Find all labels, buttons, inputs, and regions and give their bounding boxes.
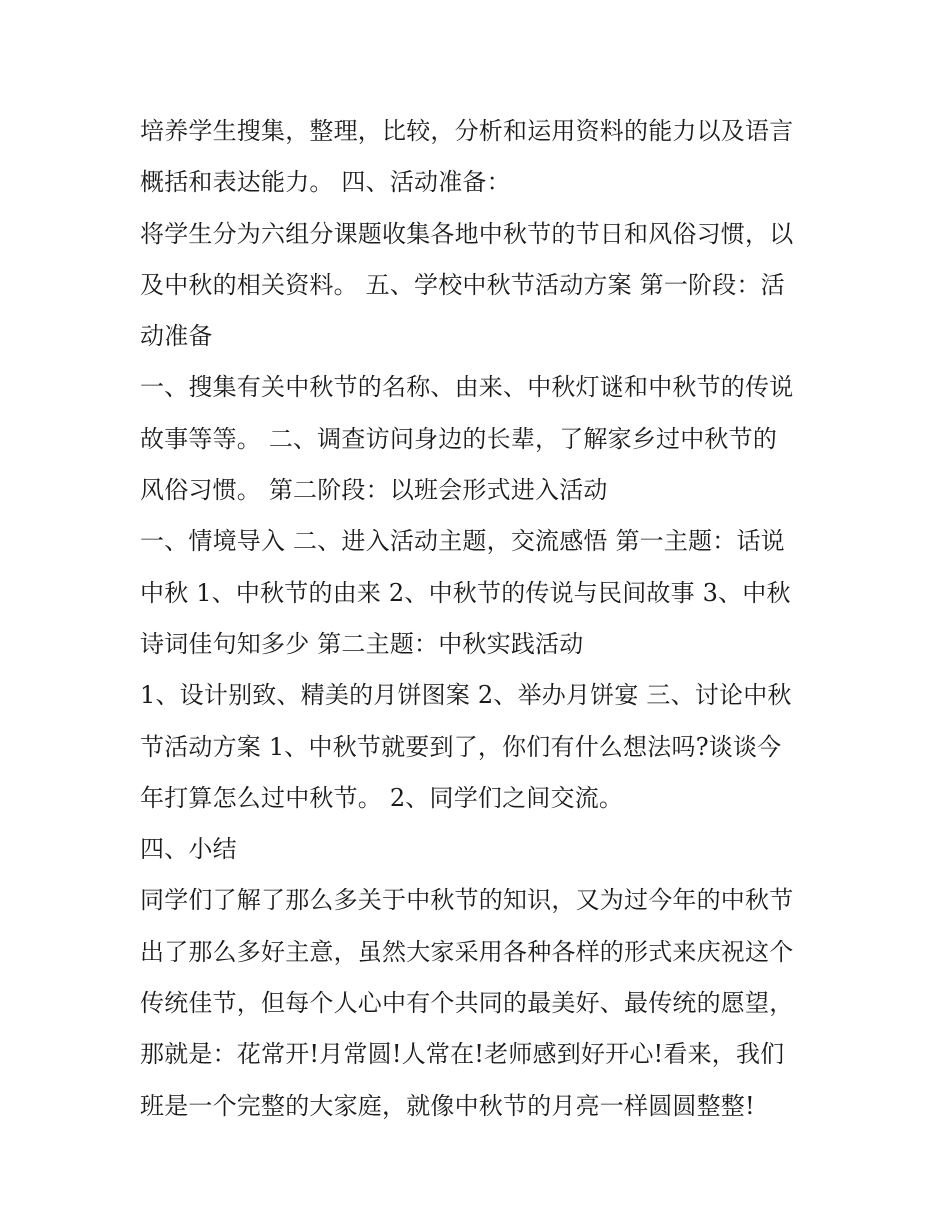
text-line: 概括和表达能力。 四、活动准备： xyxy=(140,168,511,197)
text-line: 风俗习惯。 第二阶段：以班会形式进入活动 xyxy=(140,476,608,505)
text-line: 诗词佳句知多少 第二主题：中秋实践活动 xyxy=(140,629,584,658)
text-line: 中秋 1、中秋节的由来 2、中秋节的传说与民间故事 3、中秋 xyxy=(140,578,791,607)
text-line: 出了那么多好主意，虽然大家采用各种各样的形式来庆祝这个 xyxy=(140,937,794,966)
text-line: 那就是：花常开!月常圆!人常在!老师感到好开心!看来，我们 xyxy=(140,1040,785,1069)
text-line: 节活动方案 1、中秋节就要到了，你们有什么想法吗?谈谈今 xyxy=(140,732,782,761)
text-line: 将学生分为六组分课题收集各地中秋节的节日和风俗习惯，以 xyxy=(140,219,794,248)
text-line: 班是一个完整的大家庭，就像中秋节的月亮一样圆圆整整! xyxy=(140,1091,755,1120)
text-line: 同学们了解了那么多关于中秋节的知识，又为过今年的中秋节 xyxy=(140,886,794,915)
text-line: 一、搜集有关中秋节的名称、由来、中秋灯谜和中秋节的传说 xyxy=(140,373,794,402)
text-line: 动准备 xyxy=(140,322,213,351)
text-line: 年打算怎么过中秋节。 2、同学们之间交流。 xyxy=(140,783,624,812)
text-line: 及中秋的相关资料。 五、学校中秋节活动方案 第一阶段：活 xyxy=(140,270,785,299)
text-line: 故事等等。 二、调查访问身边的长辈，了解家乡过中秋节的 xyxy=(140,424,778,453)
text-line: 传统佳节，但每个人心中有个共同的最美好、最传统的愿望， xyxy=(140,989,794,1018)
text-line: 四、小结 xyxy=(140,835,237,864)
text-line: 一、情境导入 二、进入活动主题，交流感悟 第一主题：话说 xyxy=(140,527,785,556)
text-line: 培养学生搜集，整理，比较，分析和运用资料的能力以及语言 xyxy=(140,117,794,145)
text-line: 1、设计别致、精美的月饼图案 2、举办月饼宴 三、讨论中秋 xyxy=(140,681,792,710)
document-body xyxy=(140,106,830,1132)
